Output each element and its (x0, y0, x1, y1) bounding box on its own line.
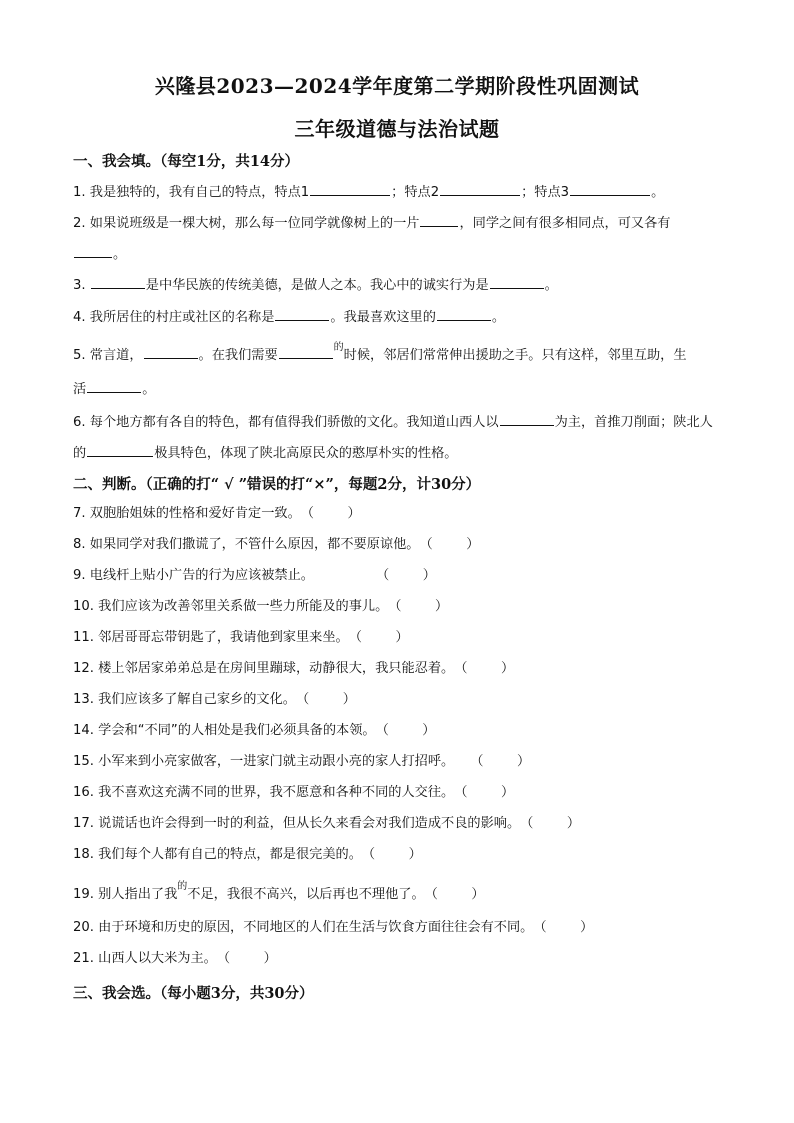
judge-question-17 (73, 814, 580, 834)
judge-text: 13. 我们应该多了解自己家乡的文化。 (73, 692, 296, 707)
q1-text-a: 1. 我是独特的，我有自己的特点，特点1 (73, 185, 310, 200)
q1-blank-3[interactable] (570, 181, 650, 196)
judge-text: 12. 楼上邻居家弟弟总是在房间里蹦球，动静很大，我只能忍着。 (73, 661, 455, 676)
answer-paren[interactable]: （ ） (388, 599, 449, 614)
exam-subtitle: 三年级道德与法治试题 (294, 117, 500, 141)
q5-text-a: 5. 常言道， (73, 348, 143, 363)
section-fill-heading: 一、我会填。（每空1分，共14分） (73, 153, 300, 170)
answer-paren[interactable]: （ ） (375, 568, 436, 583)
answer-paren[interactable]: （ ） (216, 951, 277, 966)
judge-text: 20. 由于环境和历史的原因，不同地区的人们在生活与饮食方面往往会有不同。 (73, 920, 534, 935)
q4-blank-1[interactable] (275, 306, 329, 321)
q3-text-b: 是中华民族的传统美德，是做人之本。我心中的诚实行为是 (145, 278, 489, 293)
fill-question-4 (73, 306, 505, 328)
judge-question-13 (73, 690, 356, 710)
q3-text-a: 3. (73, 278, 90, 293)
fill-question-2-cont (73, 243, 126, 265)
judge-question-21 (73, 949, 277, 969)
answer-paren[interactable]: （ ） (375, 723, 436, 738)
judge-text: 14. 学会和“不同”的人相处是我们必须具备的本领。 (73, 723, 376, 738)
q2-blank-2[interactable] (74, 243, 112, 258)
answer-paren[interactable]: （ ） (300, 506, 361, 521)
fill-question-6-cont (73, 442, 458, 464)
judge-question-18 (73, 845, 422, 865)
q1-text-c: ；特点3 (521, 185, 570, 200)
q1-text-b: ；特点2 (391, 185, 440, 200)
judge-question-10 (73, 597, 448, 617)
q5-blank-1[interactable] (144, 344, 198, 359)
fill-question-3 (73, 274, 558, 296)
q6-blank-2[interactable] (87, 442, 153, 457)
answer-paren[interactable]: （ ） (361, 847, 422, 862)
judge-text: 19. 别人指出了我 (73, 887, 178, 902)
answer-paren[interactable]: （ ） (470, 754, 531, 769)
fill-question-2 (73, 212, 670, 234)
q5-text-d: 活 (73, 382, 87, 397)
q1-text-d: 。 (651, 185, 665, 200)
judge-question-9 (73, 566, 436, 586)
q4-blank-2[interactable] (437, 306, 491, 321)
judge-question-11 (73, 628, 409, 648)
judge-question-16 (73, 783, 514, 803)
q3-blank-1[interactable] (91, 274, 145, 289)
fill-question-5 (73, 344, 687, 367)
q4-text-b: 。我最喜欢这里的 (330, 310, 436, 325)
q6-blank-1[interactable] (500, 411, 554, 426)
judge-question-15 (73, 752, 530, 772)
section-choice-heading: 三、我会选。（每小题3分，共30分） (73, 985, 314, 1002)
q5-text-b: 。在我们需要 (198, 348, 278, 363)
q6-text-b: 为主，首推刀削面；陕北人 (554, 415, 713, 430)
judge-text: 10. 我们应该为改善邻里关系做一些力所能及的事儿。 (73, 599, 389, 614)
answer-paren[interactable]: （ ） (424, 887, 485, 902)
fill-question-1 (73, 181, 664, 203)
answer-paren[interactable]: （ ） (295, 692, 356, 707)
judge-question-8 (73, 535, 479, 555)
q4-text-c: 。 (491, 310, 506, 325)
judge-question-20 (73, 918, 593, 938)
judge-text: 7. 双胞胎姐妹的性格和爱好肯定一致。 (73, 506, 301, 521)
judge-text: 11. 邻居哥哥忘带钥匙了，我请他到家里来坐。 (73, 630, 349, 645)
judge-question-19 (73, 881, 485, 906)
judge-text-cont: 不足，我很不高兴，以后再也不理他了。 (187, 887, 425, 902)
q6-text-a: 6. 每个地方都有各自的特色，都有值得我们骄傲的文化。我知道山西人以 (73, 415, 499, 430)
judge-question-7 (73, 504, 361, 524)
exam-title: 兴隆县2023—2024学年度第二学期阶段性巩固测试 (154, 74, 640, 98)
q1-blank-2[interactable] (440, 181, 520, 196)
q6-text-c: 的 (73, 446, 87, 461)
judge-text: 9. 电线杆上贴小广告的行为应该被禁止。 (73, 568, 314, 583)
judge-question-14 (73, 721, 436, 741)
section-judge-heading: 二、判断。（正确的打“ √ ”错误的打“×”，每题2分，计30分） (73, 476, 481, 493)
q2-text-a: 2. 如果说班级是一棵大树，那么每一位同学就像树上的一片 (73, 216, 420, 231)
answer-paren[interactable]: （ ） (419, 537, 480, 552)
fill-question-6 (73, 411, 713, 433)
answer-paren[interactable]: （ ） (533, 920, 594, 935)
q19-superscript: 的 (177, 881, 188, 892)
judge-text: 17. 说谎话也许会得到一时的利益，但从长久来看会对我们造成不良的影响。 (73, 816, 521, 831)
q5-blank-3[interactable] (87, 378, 141, 393)
q5-text-e: 。 (142, 382, 156, 397)
judge-text: 16. 我不喜欢这充满不同的世界，我不愿意和各种不同的人交往。 (73, 785, 455, 800)
q2-text-b: ，同学之间有很多相同点，可又各有 (459, 216, 671, 231)
q2-text-c: 。 (113, 247, 127, 262)
q2-blank-1[interactable] (420, 212, 458, 227)
judge-text: 18. 我们每个人都有自己的特点，都是很完美的。 (73, 847, 362, 862)
q3-text-c: 。 (544, 278, 558, 293)
judge-text: 15. 小军来到小亮家做客，一进家门就主动跟小亮的家人打招呼。 (73, 754, 455, 769)
answer-paren[interactable]: （ ） (454, 661, 515, 676)
q1-blank-1[interactable] (310, 181, 390, 196)
fill-question-5-cont (73, 378, 155, 400)
q5-blank-2[interactable] (279, 344, 333, 359)
q4-text-a: 4. 我所居住的村庄或社区的名称是 (73, 310, 275, 325)
q5-text-c: 时候，邻居们常常伸出援助之手。只有这样，邻里互助，生 (343, 348, 687, 363)
judge-text: 21. 山西人以大米为主。 (73, 951, 217, 966)
answer-paren[interactable]: （ ） (454, 785, 515, 800)
judge-question-12 (73, 659, 514, 679)
q6-text-d: 极具特色，体现了陕北高原民众的憨厚朴实的性格。 (154, 446, 458, 461)
q3-blank-2[interactable] (490, 274, 544, 289)
q5-superscript: 的 (333, 342, 344, 353)
answer-paren[interactable]: （ ） (520, 816, 581, 831)
judge-text: 8. 如果同学对我们撒谎了，不管什么原因，都不要原谅他。 (73, 537, 420, 552)
answer-paren[interactable]: （ ） (348, 630, 409, 645)
